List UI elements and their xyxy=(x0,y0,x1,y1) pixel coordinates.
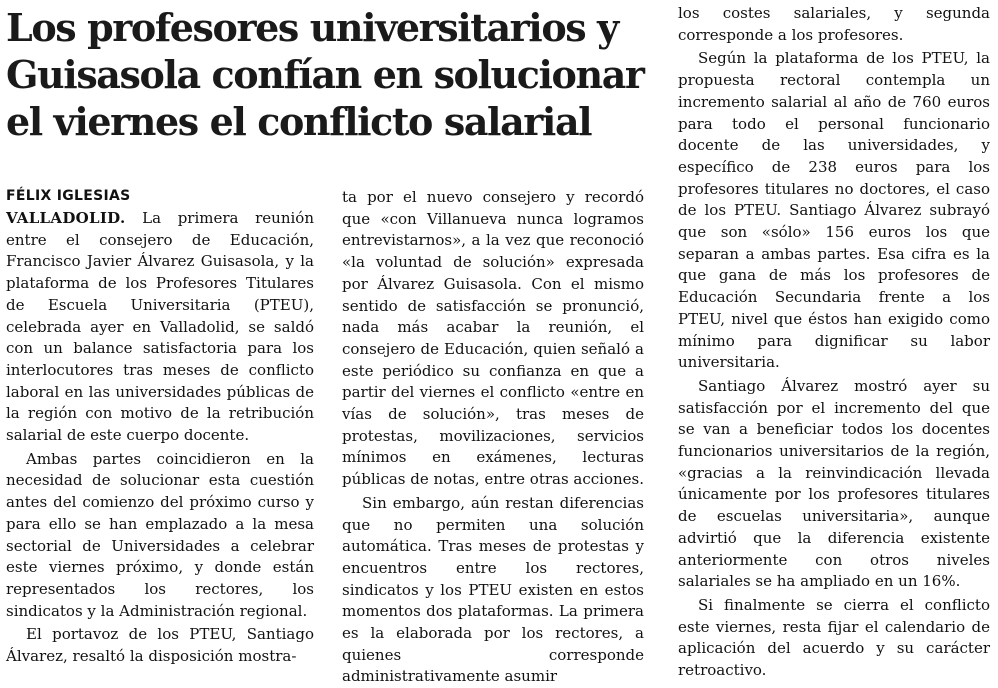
paragraph-text: La primera reunión entre el consejero de Educación, Francisco Javier Álvarez Guisasola, y la plataforma de los Profesores Titulares de Escuela Universitaria (PTEU), celebrada ayer en Valladolid, se saldó con un balance satisfactoria para los interlocutores tras meses de conflicto laboral en las universidades públicas de la región con motivo de la retribución salarial de este cuerpo docente. xyxy=(6,209,314,445)
paragraph: Sin embargo, aún restan diferencias que no permiten una solución automática. Tras meses de protestas y encuentros entre los rectores, sindicatos y los PTEU existen en estos momentos dos plataformas. La primera es la elaborada por los rectores, a quienes corresponde administrativamente asumir xyxy=(342,493,644,686)
article-column-1 xyxy=(6,208,314,668)
dateline: VALLADOLID. xyxy=(6,209,126,227)
article-column-2 xyxy=(342,187,644,688)
paragraph: Santiago Álvarez mostró ayer su satisfacción por el incremento del que se van a beneficiar todos los docentes funcionarios universitarios de la región, «gracias a la reinvindicación llevada únicamente por los profesores titulares de escuelas universitaria», aunque advirtió que la diferencia existente anteriormente con otros niveles salariales se ha ampliado en un 16%. xyxy=(678,376,990,591)
byline: FÉLIX IGLESIAS xyxy=(6,188,131,204)
paragraph: los costes salariales, y segunda corresponde a los profesores. xyxy=(678,4,990,44)
paragraph: Ambas partes coincidieron en la necesidad de solucionar esta cuestión antes del comienzo del próximo curso y para ello se han emplazado a la mesa sectorial de Universidades a celebrar este viernes próximo, y donde están representados los rectores, los sindicatos y la Administración regional. xyxy=(6,449,314,620)
paragraph xyxy=(6,208,314,447)
paragraph: Según la plataforma de los PTEU, la propuesta rectoral contempla un incremento salarial al año de 760 euros para todo el personal funcionario docente de las universidades, y específico de 238 euros para los profesores titulares no doctores, el caso de los PTEU. Santiago Álvarez subrayó que son «sólo» 156 euros los que separan a ambas partes. Esa cifra es la que gana de más los profesores de Educación Secundaria frente a los PTEU, nivel que éstos han exigido como mínimo para dignificar su labor universitaria. xyxy=(678,49,990,372)
paragraph: Si finalmente se cierra el conflicto este viernes, resta fijar el calendario de aplicación del acuerdo y su carácter retroactivo. xyxy=(678,595,990,680)
paragraph: El portavoz de los PTEU, Santiago Álvarez, resaltó la disposición mostra- xyxy=(6,625,314,666)
article-column-3 xyxy=(678,3,990,682)
article-headline: Los profesores universitarios y Guisasola confían en solucionar el viernes el conflicto salarial xyxy=(6,5,644,144)
paragraph: ta por el nuevo consejero y recordó que «con Villanueva nunca logramos entrevistarnos», a la vez que reconoció «la voluntad de solución» expresada por Álvarez Guisasola. Con el mismo sentido de satisfacción se pronunció, nada más acabar la reunión, el consejero de Educación, quien señaló a este periódico su confianza en que a partir del viernes el conflicto «entre en vías de solución», tras meses de protestas, movilizaciones, servicios mínimos en exámenes, lecturas públicas de notas, entre otras acciones. xyxy=(342,188,645,489)
